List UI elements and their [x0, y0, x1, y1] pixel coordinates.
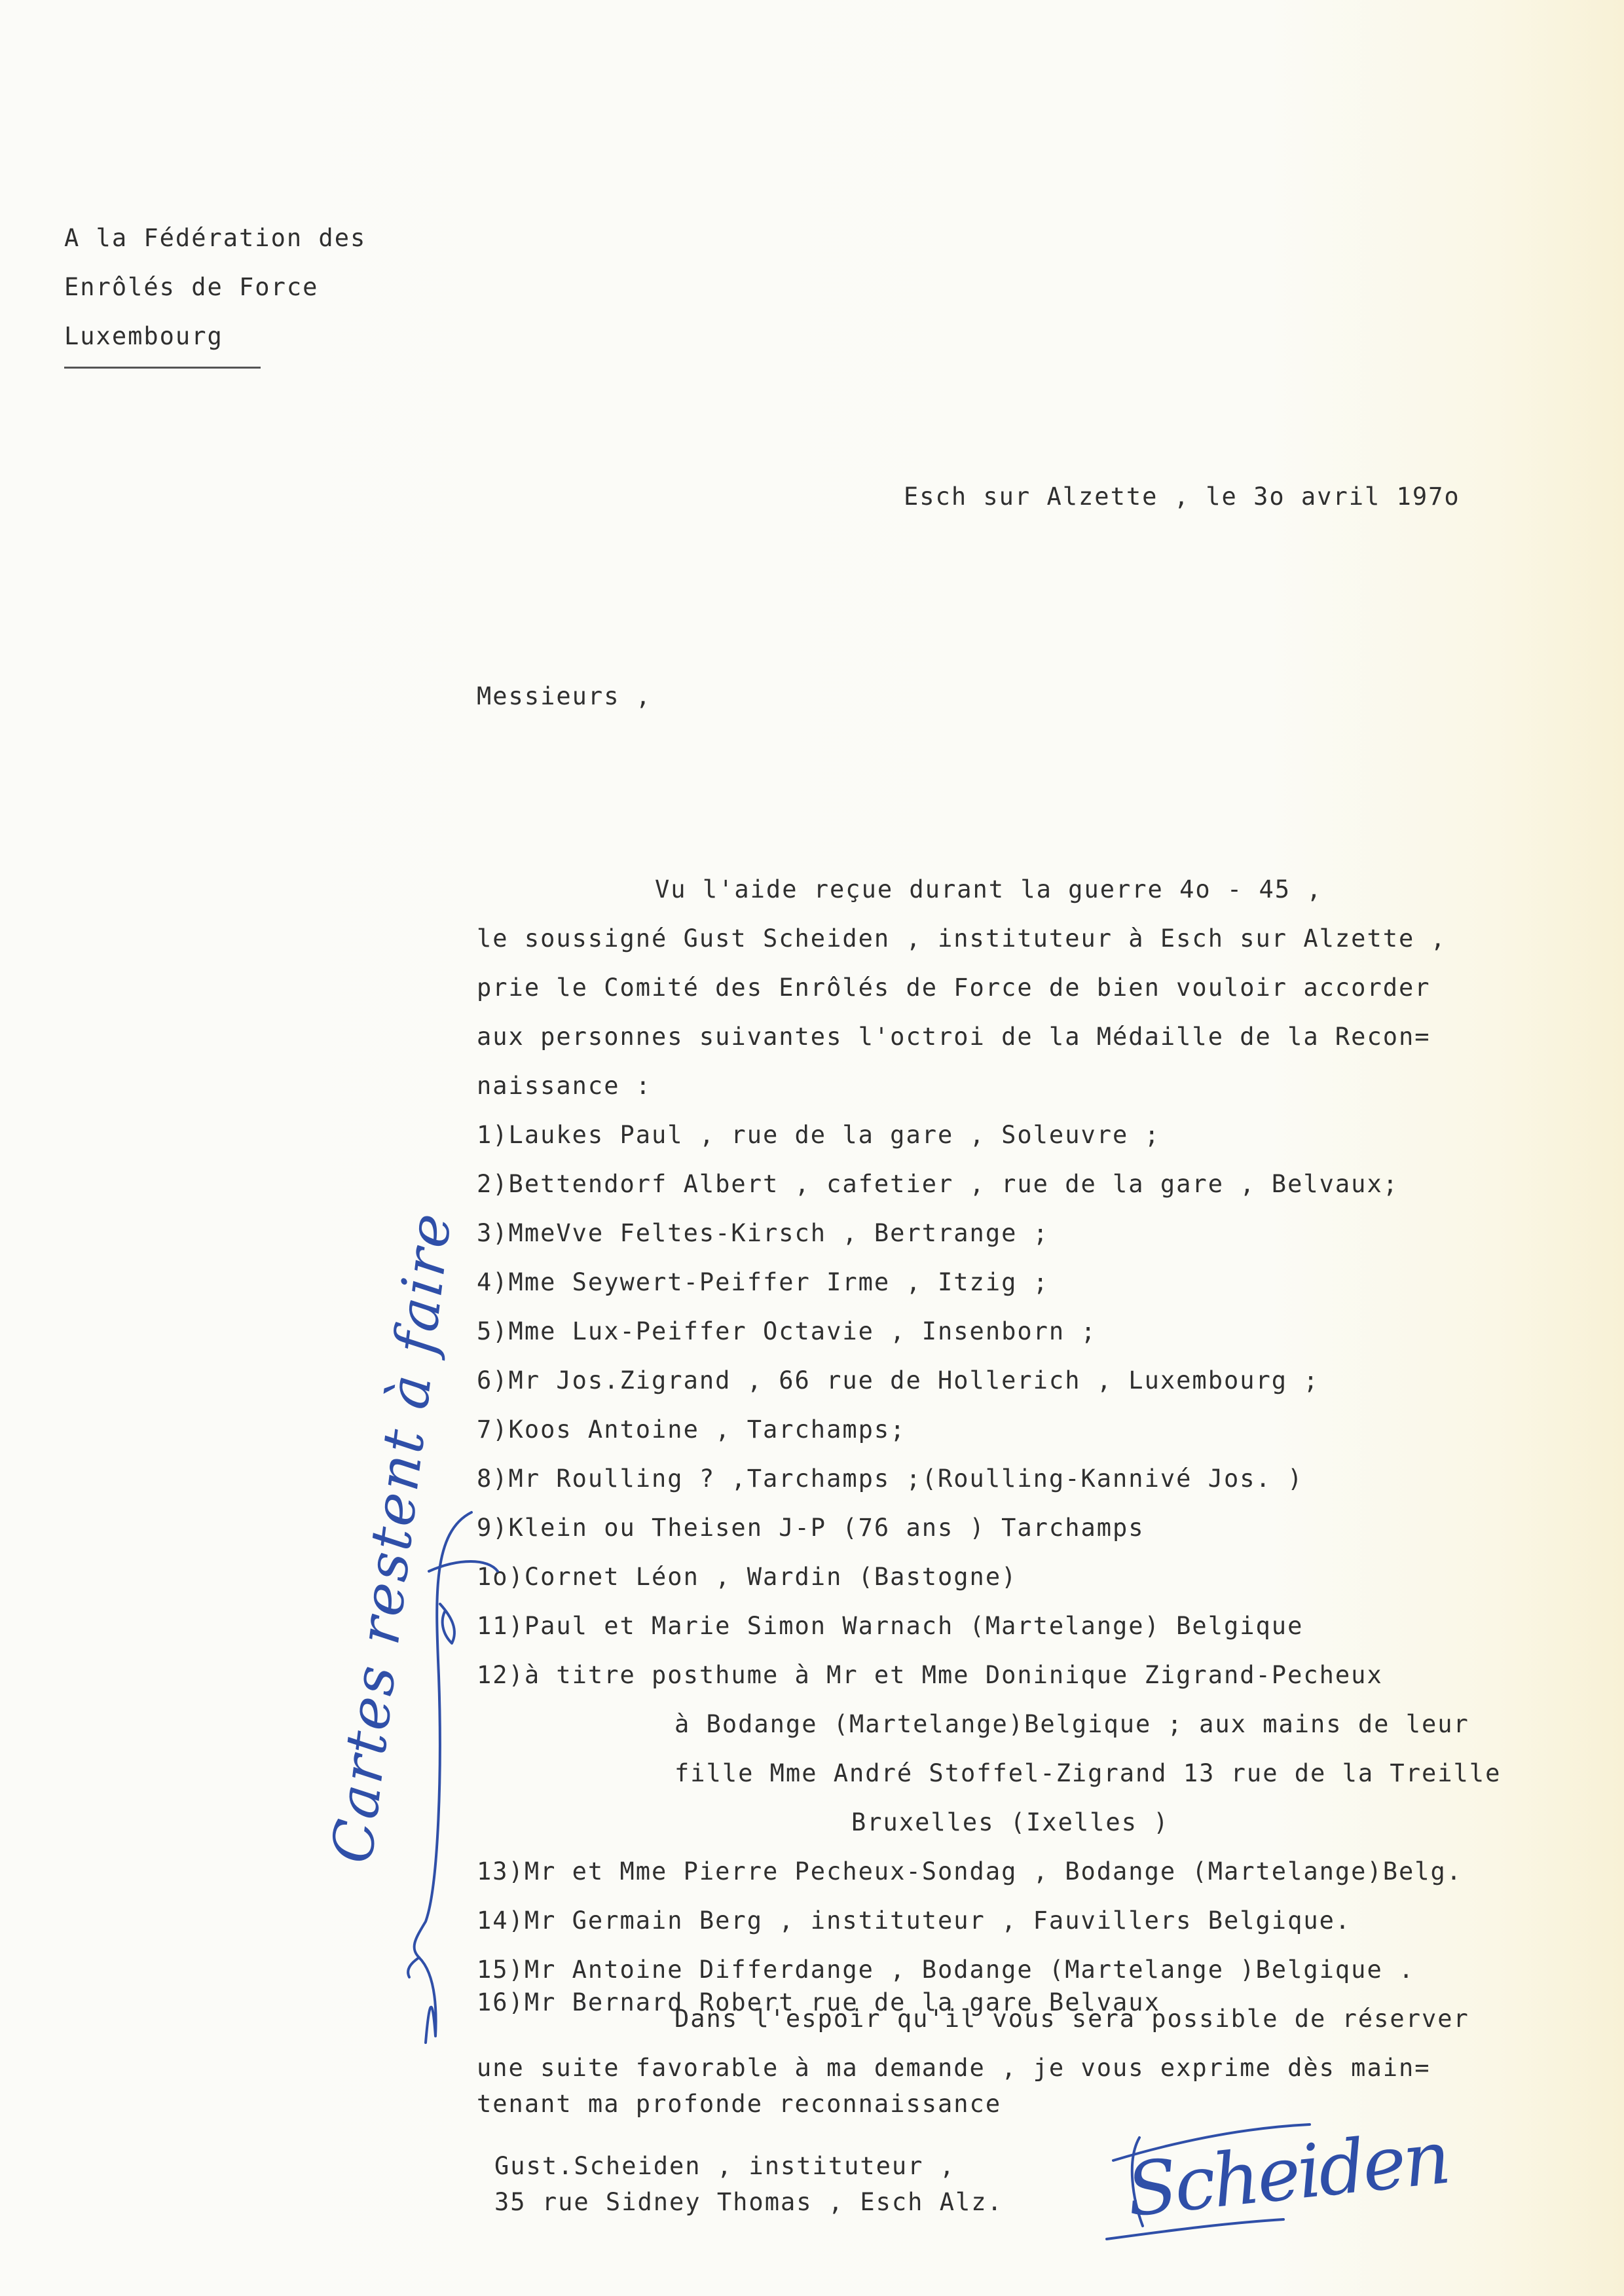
body-line-1: Vu l'aide reçue durant la guerre 4o - 45 ,: [655, 875, 1323, 903]
date-line: Esch sur Alzette , le 3o avril 197o: [904, 483, 1460, 511]
list-item-12-cont-1: à Bodange (Martelange)Belgique ; aux mains de leur: [674, 1710, 1469, 1738]
signature: Scheiden: [1122, 2115, 1452, 2234]
list-item-7: 7)Koos Antoine , Tarchamps;: [477, 1415, 906, 1444]
list-item-14: 14)Mr Germain Berg , instituteur , Fauvillers Belgique.: [477, 1906, 1352, 1935]
list-item-13: 13)Mr et Mme Pierre Pecheux-Sondag , Bodange (Martelange)Belg.: [477, 1857, 1463, 1886]
list-item-10: 1o)Cornet Léon , Wardin (Bastogne): [477, 1563, 1018, 1591]
list-item-9: 9)Klein ou Theisen J-P (76 ans ) Tarchamps: [477, 1514, 1145, 1542]
list-item-11: 11)Paul et Marie Simon Warnach (Martelange) Belgique: [477, 1612, 1304, 1640]
list-item-3: 3)MmeVve Feltes-Kirsch , Bertrange ;: [477, 1219, 1049, 1247]
list-item-12-cont-2: fille Mme André Stoffel-Zigrand 13 rue de la Treille: [674, 1759, 1502, 1787]
recipient-line-1: A la Fédération des: [64, 224, 367, 252]
list-item-4: 4)Mme Seywert-Peiffer Irme , Itzig ;: [477, 1268, 1049, 1296]
list-item-2: 2)Bettendorf Albert , cafetier , rue de la gare , Belvaux;: [477, 1170, 1399, 1198]
sender-line-2: 35 rue Sidney Thomas , Esch Alz.: [494, 2188, 1003, 2216]
recipient-underline: [64, 367, 261, 369]
body-line-5: naissance :: [477, 1072, 652, 1100]
closing-line-1: Dans l'espoir qu'il vous sera possible de réserver: [674, 2005, 1469, 2033]
list-item-5: 5)Mme Lux-Peiffer Octavie , Insenborn ;: [477, 1317, 1097, 1345]
salutation: Messieurs ,: [477, 682, 652, 710]
recipient-line-2: Enrôlés de Force: [64, 273, 319, 301]
recipient-line-3: Luxembourg: [64, 322, 223, 350]
list-item-12-cont-3: Bruxelles (Ixelles ): [851, 1808, 1170, 1836]
body-line-4: aux personnes suivantes l'octroi de la Médaille de la Recon=: [477, 1023, 1431, 1051]
list-item-6: 6)Mr Jos.Zigrand , 66 rue de Hollerich , Luxembourg ;: [477, 1366, 1320, 1394]
list-item-12: 12)à titre posthume à Mr et Mme Doninique Zigrand-Pecheux: [477, 1661, 1383, 1689]
body-line-3: prie le Comité des Enrôlés de Force de bien vouloir accorder: [477, 974, 1431, 1002]
closing-line-3: tenant ma profonde reconnaissance: [477, 2090, 1002, 2118]
list-item-15: 15)Mr Antoine Differdange , Bodange (Martelange )Belgique .: [477, 1956, 1415, 1984]
list-item-8: 8)Mr Roulling ? ,Tarchamps ;(Roulling-Kannivé Jos. ): [477, 1465, 1304, 1493]
sender-line-1: Gust.Scheiden , instituteur ,: [494, 2152, 956, 2180]
body-line-2: le soussigné Gust Scheiden , instituteur à Esch sur Alzette ,: [477, 924, 1447, 953]
handwritten-margin-note: Cartes restent à faire: [320, 1208, 465, 1867]
list-item-1: 1)Laukes Paul , rue de la gare , Soleuvre ;: [477, 1121, 1160, 1149]
list-item-16: 16)Mr Bernard Robert rue de la gare Belvaux: [477, 1988, 1160, 2016]
closing-line-2: une suite favorable à ma demande , je vous exprime dès main=: [477, 2054, 1431, 2082]
